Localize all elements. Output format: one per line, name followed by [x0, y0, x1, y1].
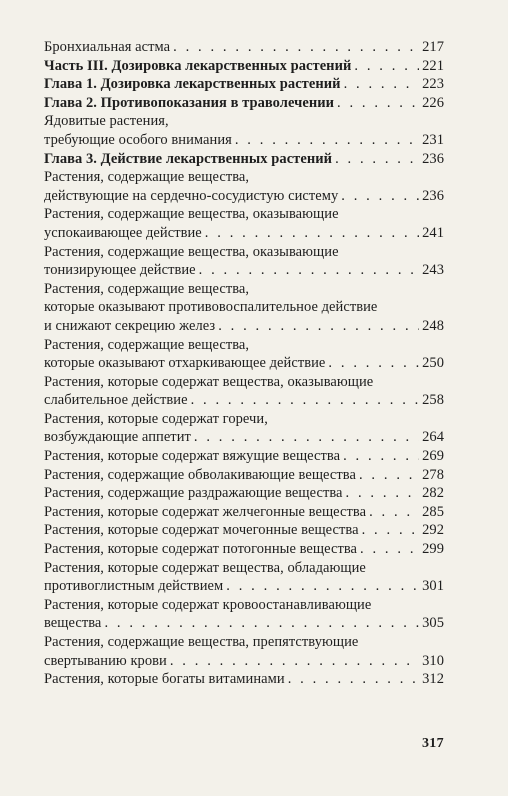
toc-entry-last-line [44, 540, 444, 559]
dot-leader [104, 614, 419, 633]
toc-entry-page: 312 [422, 671, 444, 688]
toc-entry-page: 301 [422, 578, 444, 595]
dot-leader [235, 131, 419, 150]
toc-entry-title: возбуждающие аппетит [44, 429, 191, 446]
toc-entry-line: Растения, которые содержат кровоостанавливающие [44, 596, 372, 613]
dot-leader [346, 484, 420, 503]
dot-leader [173, 38, 419, 57]
toc-entry-last-line [44, 261, 444, 280]
dot-leader [226, 577, 419, 596]
toc-entry-page: 236 [422, 187, 444, 204]
toc-entry [44, 205, 444, 242]
dot-leader [354, 57, 419, 76]
toc-entry-page: 248 [422, 317, 444, 334]
toc-entry-page: 226 [422, 94, 444, 111]
toc-entry [44, 75, 444, 94]
toc-entry-page: 285 [422, 503, 444, 520]
toc-entry-page: 278 [422, 466, 444, 483]
toc-entry-page: 231 [422, 131, 444, 148]
toc-entry-page: 243 [422, 262, 444, 279]
toc-entry-title: противоглистным действием [44, 578, 224, 595]
toc-entry-last-line [44, 484, 444, 503]
dot-leader [199, 261, 419, 280]
toc-entry [44, 484, 444, 503]
toc-entry-line: Ядовитые растения, [44, 113, 169, 130]
toc-entry-line: Растения, содержащие вещества, оказывающие [44, 243, 339, 260]
dot-leader [205, 224, 419, 243]
toc-entry [44, 243, 444, 280]
toc-entry-title: действующие на сердечно-сосудистую систему [44, 187, 339, 204]
toc-entry-last-line [44, 57, 444, 76]
toc-entry-title: Глава 3. Действие лекарственных растений [44, 150, 333, 167]
toc-entry-page: 282 [422, 485, 444, 502]
toc-entry [44, 521, 444, 540]
toc-entry-title: Растения, которые содержат вяжущие вещества [44, 448, 341, 465]
toc-entry [44, 336, 444, 373]
toc-entry-title: Глава 1. Дозировка лекарственных растений [44, 76, 341, 93]
toc-entry-title: Растения, которые богаты витаминами [44, 671, 285, 688]
toc-entry-line: Растения, содержащие вещества, [44, 169, 250, 186]
dot-leader [369, 503, 419, 522]
toc-entry-title: Бронхиальная астма [44, 39, 171, 55]
dot-leader [328, 354, 419, 373]
toc-entry-page: 217 [422, 39, 444, 55]
toc-entry-last-line [44, 577, 444, 596]
toc-entry-last-line [44, 391, 444, 410]
toc-entry-title: Растения, которые содержат потогонные вещества [44, 541, 358, 558]
toc-entry-last-line [44, 428, 444, 447]
toc-entry [44, 57, 444, 76]
toc-entry [44, 503, 444, 522]
toc-entry-title: вещества [44, 615, 102, 632]
toc-entry [44, 466, 444, 485]
toc-entry-page: 305 [422, 615, 444, 632]
toc-entry [44, 280, 444, 336]
toc-entry-line: Растения, которые содержат вещества, обладающие [44, 559, 366, 576]
dot-leader [359, 466, 419, 485]
toc-entry-title: и снижают секрецию желез [44, 317, 216, 334]
toc-entry-last-line [44, 670, 444, 689]
toc-entry-page: 292 [422, 522, 444, 539]
toc-entry-title: Часть III. Дозировка лекарственных растений [44, 57, 352, 74]
toc-entry [44, 559, 444, 596]
dot-leader [194, 428, 419, 447]
toc-entry-page: 221 [422, 57, 444, 74]
toc-entry [44, 447, 444, 466]
dot-leader [337, 94, 419, 113]
dot-leader [218, 317, 419, 336]
toc-entry-last-line [44, 317, 444, 336]
toc-entry-page: 223 [422, 76, 444, 93]
toc-entry-last-line [44, 354, 444, 373]
dot-leader [360, 540, 419, 559]
toc-entry-last-line [44, 150, 444, 169]
toc-entry-line: Растения, содержащие вещества, препятствующие [44, 634, 359, 650]
dot-leader [191, 391, 420, 410]
toc-entry [44, 670, 444, 689]
toc-entry [44, 168, 444, 205]
toc-entry-line: Растения, которые содержат вещества, оказывающие [44, 373, 374, 390]
toc-entry [44, 112, 444, 149]
toc-entry [44, 38, 444, 57]
dot-leader [362, 521, 419, 540]
toc-entry-title: тонизирующее действие [44, 262, 196, 279]
dot-leader [335, 150, 419, 169]
toc-entry-line: которые оказывают противовоспалительное действие [44, 299, 378, 316]
toc-entry-last-line [44, 652, 444, 671]
toc-entry-title: которые оказывают отхаркивающее действие [44, 355, 326, 372]
toc-entry-page: 269 [422, 448, 444, 465]
toc-entry-last-line [44, 75, 444, 94]
toc-entry-page: 299 [422, 541, 444, 558]
toc-entry-last-line [44, 503, 444, 522]
dot-leader [341, 187, 419, 206]
toc-entry-last-line [44, 187, 444, 206]
toc-entry-page: 250 [422, 355, 444, 372]
toc-entry-title: Растения, которые содержат мочегонные вещества [44, 522, 359, 539]
toc-entry-title: Растения, содержащие раздражающие вещества [44, 485, 343, 502]
toc-entry [44, 150, 444, 169]
toc-entry-last-line [44, 447, 444, 466]
toc-entry [44, 633, 444, 670]
toc-entry-last-line [44, 94, 444, 113]
toc-entry-last-line [44, 521, 444, 540]
toc-entry [44, 373, 444, 410]
toc-entry-last-line [44, 224, 444, 243]
toc-entry-title: успокаивающее действие [44, 224, 202, 241]
dot-leader [170, 652, 419, 671]
toc-entry-last-line [44, 614, 444, 633]
toc-entry-title: свертыванию крови [44, 652, 167, 669]
toc-entry-line: Растения, содержащие вещества, [44, 336, 250, 353]
toc-entry-title: требующие особого внимания [44, 131, 232, 148]
table-of-contents [44, 38, 444, 689]
toc-entry-line: Растения, которые содержат горечи, [44, 410, 268, 427]
toc-entry-line: Растения, содержащие вещества, [44, 280, 250, 297]
toc-entry [44, 410, 444, 447]
toc-entry-page: 241 [422, 224, 444, 241]
toc-entry [44, 596, 444, 633]
dot-leader [343, 447, 419, 466]
toc-entry-last-line [44, 131, 444, 150]
toc-entry-title: слабительное действие [44, 392, 188, 409]
toc-entry-page: 236 [422, 150, 444, 167]
page-number: 317 [422, 736, 444, 751]
toc-entry-page: 264 [422, 429, 444, 446]
toc-entry-last-line [44, 38, 444, 57]
toc-entry-page: 310 [422, 652, 444, 669]
toc-entry-title: Глава 2. Противопоказания в траволечении [44, 94, 335, 111]
toc-entry [44, 540, 444, 559]
dot-leader [288, 670, 419, 689]
toc-entry [44, 94, 444, 113]
toc-entry-last-line [44, 466, 444, 485]
toc-entry-title: Растения, содержащие обволакивающие вещества [44, 466, 356, 483]
dot-leader [344, 75, 420, 94]
toc-entry-title: Растения, которые содержат желчегонные вещества [44, 503, 367, 520]
toc-entry-line: Растения, содержащие вещества, оказывающие [44, 206, 339, 223]
toc-entry-page: 258 [422, 392, 444, 409]
